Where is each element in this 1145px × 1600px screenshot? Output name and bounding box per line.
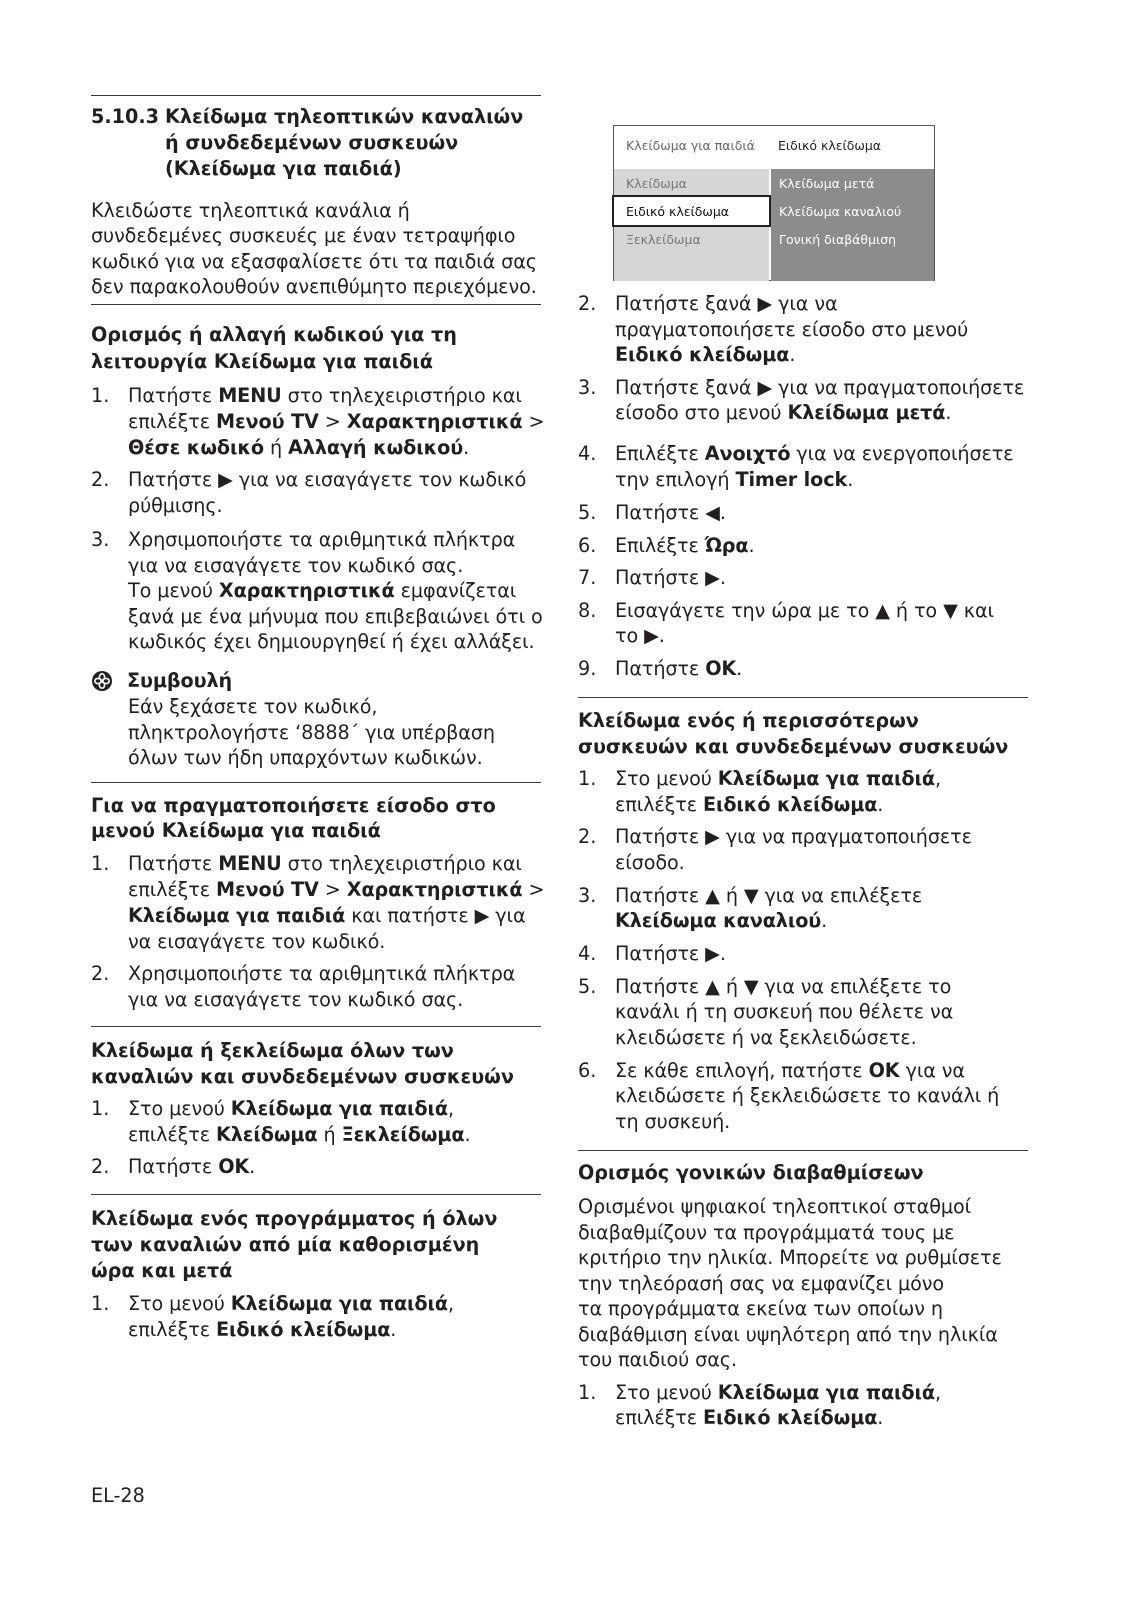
heading-parental-ratings: Ορισμός γονικών διαβαθμίσεων xyxy=(578,1161,924,1184)
step-text: Χρησιμοποιήστε τα αριθμητικά πλήκτρα xyxy=(128,528,516,551)
step-text: επιλέξτε Μενού TV > Χαρακτηριστικά > xyxy=(128,410,545,433)
tip-line: όλων των ήδη υπαρχόντων κωδικών. xyxy=(128,746,483,769)
step-text: Το μενού Χαρακτηριστικά εμφανίζεται xyxy=(128,579,517,602)
step-number: 4. xyxy=(578,942,597,965)
step-text: την επιλογή Timer lock. xyxy=(615,468,854,491)
ratings-line: την τηλεόρασή σας να εμφανίζει μόνο xyxy=(578,1272,944,1295)
step-number: 1. xyxy=(578,767,597,790)
ratings-line: Ορισμένοι ψηφιακοί τηλεοπτικοί σταθμοί xyxy=(578,1195,971,1218)
menu-subitem-channel-lock[interactable]: Κλείδωμα καναλιού xyxy=(771,197,934,225)
heading-lock-all: Κλείδωμα ή ξεκλείδωμα όλων των xyxy=(91,1039,454,1062)
step-number: 2. xyxy=(91,1155,110,1178)
step-text: Στο μενού Κλείδωμα για παιδιά, xyxy=(615,767,941,790)
step-text: τη συσκευή. xyxy=(615,1110,731,1133)
heading-set-code: λειτουργία Κλείδωμα για παιδιά xyxy=(91,350,433,373)
divider xyxy=(91,1194,541,1195)
step-number: 6. xyxy=(578,1059,597,1082)
step-number: 4. xyxy=(578,442,597,465)
menu-subitem-parental-rating[interactable]: Γονική διαβάθμιση xyxy=(771,225,934,253)
intro-line: συνδεδεμένες συσκευές με έναν τετραψήφιο xyxy=(91,224,516,247)
step-number: 9. xyxy=(578,657,597,680)
step-text: Στο μενού Κλείδωμα για παιδιά, xyxy=(128,1292,454,1315)
step-text: ρύθμισης. xyxy=(128,494,223,517)
divider xyxy=(91,1026,541,1027)
ratings-line: κριτήριο την ηλικία. Μπορείτε να ρυθμίσετε xyxy=(578,1246,1002,1269)
divider xyxy=(578,1150,1028,1151)
step-text: Πατήστε ▶ για να πραγματοποιήσετε xyxy=(615,825,972,848)
ratings-line: τα προγράμματα εκείνα των οποίων η xyxy=(578,1297,943,1320)
step-text: Πατήστε ξανά ▶ για να πραγματοποιήσετε xyxy=(615,376,1025,399)
step-text: Πατήστε ξανά ▶ για να xyxy=(615,292,838,315)
step-number: 1. xyxy=(91,1097,110,1120)
tip-line: πληκτρολογήστε ‘8888΄ για υπέρβαση xyxy=(128,721,495,744)
menu-row xyxy=(614,197,934,225)
tip-title: Συμβουλή xyxy=(127,669,233,692)
heading-lock-time: ώρα και μετά xyxy=(91,1259,233,1282)
step-text: είσοδο στο μενού Κλείδωμα μετά. xyxy=(615,401,952,424)
menu-right-title: Ειδικό κλείδωμα xyxy=(778,138,882,153)
menu-subitem-lock-after[interactable]: Κλείδωμα μετά xyxy=(771,169,934,197)
step-number: 8. xyxy=(578,599,597,622)
step-text: για να εισαγάγετε τον κωδικό σας. xyxy=(128,988,464,1011)
heading-lock-time: Κλείδωμα ενός προγράμματος ή όλων xyxy=(91,1207,498,1230)
menu-item-custom-lock-selected[interactable]: Ειδικό κλείδωμα xyxy=(614,197,769,225)
step-text: Πατήστε MENU στο τηλεχειριστήριο και xyxy=(128,852,522,875)
step-text: επιλέξτε Ειδικό κλείδωμα. xyxy=(615,793,884,816)
step-number: 5. xyxy=(578,975,597,998)
heading-enter-menu: Για να πραγματοποιήσετε είσοδο στο xyxy=(91,794,496,817)
step-text: κλειδώσετε ή να ξεκλειδώσετε. xyxy=(615,1026,917,1049)
step-number: 3. xyxy=(578,884,597,907)
step-text: Σε κάθε επιλογή, πατήστε OK για να xyxy=(615,1059,965,1082)
heading-lock-devices: συσκευών και συνδεδεμένων συσκευών xyxy=(578,735,1009,758)
step-text: Θέσε κωδικό ή Αλλαγή κωδικού. xyxy=(128,436,470,459)
ratings-line: του παιδιού σας. xyxy=(578,1348,737,1371)
ratings-line: διαβαθμίζουν τα προγράμματά τους με xyxy=(578,1221,955,1244)
menu-left-title: Κλείδωμα για παιδιά xyxy=(626,138,755,153)
step-number: 3. xyxy=(91,528,110,551)
tip-icon xyxy=(91,670,113,692)
ratings-line: διαβάθμιση είναι υψηλότερη από την ηλικία xyxy=(578,1323,998,1346)
step-number: 1. xyxy=(578,1381,597,1404)
heading-enter-menu: μενού Κλείδωμα για παιδιά xyxy=(91,819,381,842)
step-number: 2. xyxy=(578,825,597,848)
step-number: 1. xyxy=(91,384,110,407)
divider xyxy=(91,304,541,305)
step-text: ξανά με ένα μήνυμα που επιβεβαιώνει ότι ο xyxy=(128,605,543,628)
step-text: κανάλι ή τη συσκευή που θέλετε να xyxy=(615,1000,954,1023)
menu-row xyxy=(614,169,934,197)
step-text: Κλείδωμα καναλιού. xyxy=(615,909,828,932)
step-text: Πατήστε OK. xyxy=(615,657,743,680)
step-text: επιλέξτε Ειδικό κλείδωμα. xyxy=(615,1406,884,1429)
section-title-line-2: ή συνδεδεμένων συσκευών xyxy=(165,131,459,154)
section-title-line-3: (Κλείδωμα για παιδιά) xyxy=(165,157,402,180)
step-text: Πατήστε ▶ για να εισαγάγετε τον κωδικό xyxy=(128,468,527,491)
step-number: 1. xyxy=(91,1292,110,1315)
step-number: 2. xyxy=(578,292,597,315)
step-text: Ειδικό κλείδωμα. xyxy=(615,343,796,366)
page-number: EL-28 xyxy=(91,1484,145,1507)
divider xyxy=(91,95,541,96)
menu-item-lock[interactable]: Κλείδωμα xyxy=(614,169,769,197)
step-text: Πατήστε MENU στο τηλεχειριστήριο και xyxy=(128,384,522,407)
step-number: 5. xyxy=(578,501,597,524)
intro-line: κωδικό για να εξασφαλίσετε ότι τα παιδιά σας xyxy=(91,250,537,273)
step-text: Επιλέξτε Ώρα. xyxy=(615,534,755,557)
section-number: 5.10.3 xyxy=(91,105,159,128)
step-text: Πατήστε ▶. xyxy=(615,566,726,589)
menu-row-empty xyxy=(614,253,934,281)
step-text: είσοδο. xyxy=(615,851,685,874)
step-text: το ▶. xyxy=(615,624,665,647)
step-text: Εισαγάγετε την ώρα με το ▲ ή το ▼ και xyxy=(615,599,994,622)
step-text: Πατήστε OK. xyxy=(128,1155,256,1178)
step-text: κλειδώσετε ή ξεκλειδώσετε το κανάλι ή xyxy=(615,1084,1000,1107)
step-text: Πατήστε ▶. xyxy=(615,942,726,965)
step-text: Πατήστε ◀. xyxy=(615,501,726,524)
step-text: Επιλέξτε Ανοιχτό για να ενεργοποιήσετε xyxy=(615,442,1014,465)
tip-line: Εάν ξεχάσετε τον κωδικό, xyxy=(128,695,378,718)
step-text: επιλέξτε Ειδικό κλείδωμα. xyxy=(128,1318,397,1341)
heading-lock-devices: Κλείδωμα ενός ή περισσότερων xyxy=(578,709,919,732)
step-text: να εισαγάγετε τον κωδικό. xyxy=(128,930,386,953)
section-title-line-1: Κλείδωμα τηλεοπτικών καναλιών xyxy=(165,105,524,128)
step-text: επιλέξτε Κλείδωμα ή Ξεκλείδωμα. xyxy=(128,1123,471,1146)
step-text: Χρησιμοποιήστε τα αριθμητικά πλήκτρα xyxy=(128,962,516,985)
step-text: Στο μενού Κλείδωμα για παιδιά, xyxy=(128,1097,454,1120)
divider xyxy=(91,782,541,783)
step-text: Πατήστε ▲ ή ▼ για να επιλέξετε xyxy=(615,884,923,907)
step-text: πραγματοποιήσετε είσοδο στο μενού xyxy=(615,318,969,341)
step-number: 1. xyxy=(91,852,110,875)
step-text: κωδικός έχει δημιουργηθεί ή έχει αλλάξει. xyxy=(128,630,535,653)
divider xyxy=(578,697,1028,698)
tv-menu-screenshot xyxy=(613,125,935,281)
heading-lock-all: καναλιών και συνδεδεμένων συσκευών xyxy=(91,1065,514,1088)
step-text: Πατήστε ▲ ή ▼ για να επιλέξετε το xyxy=(615,975,952,998)
heading-set-code: Ορισμός ή αλλαγή κωδικού για τη xyxy=(91,323,457,346)
heading-lock-time: των καναλιών από μία καθορισμένη xyxy=(91,1233,480,1256)
step-number: 2. xyxy=(91,962,110,985)
step-number: 6. xyxy=(578,534,597,557)
intro-line: δεν παρακολουθούν ανεπιθύμητο περιεχόμενο. xyxy=(91,275,537,298)
step-number: 7. xyxy=(578,566,597,589)
menu-item-unlock[interactable]: Ξεκλείδωμα xyxy=(614,225,769,253)
menu-row xyxy=(614,225,934,253)
step-text: για να εισαγάγετε τον κωδικό σας. xyxy=(128,554,464,577)
step-number: 3. xyxy=(578,376,597,399)
step-text: Κλείδωμα για παιδιά και πατήστε ▶ για xyxy=(128,904,526,927)
intro-line: Κλειδώστε τηλεοπτικά κανάλια ή xyxy=(91,199,410,222)
step-text: Στο μενού Κλείδωμα για παιδιά, xyxy=(615,1381,941,1404)
step-number: 2. xyxy=(91,468,110,491)
step-text: επιλέξτε Μενού TV > Χαρακτηριστικά > xyxy=(128,878,545,901)
